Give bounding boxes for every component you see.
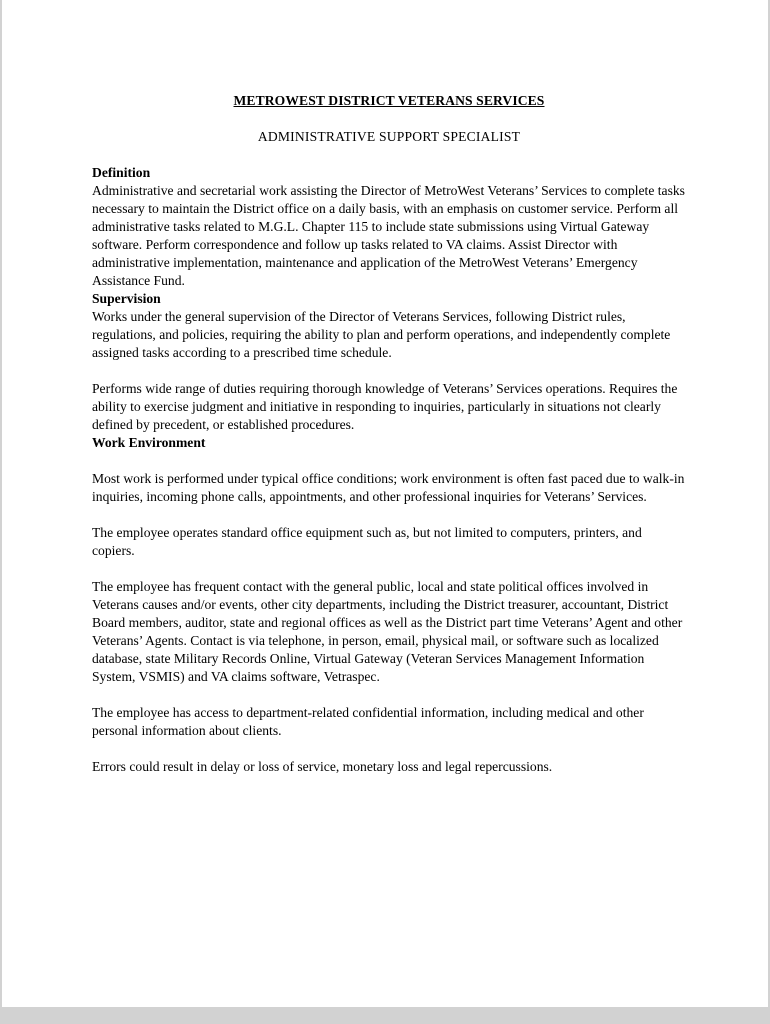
paragraph: Errors could result in delay or loss of service, monetary loss and legal repercussions. xyxy=(92,759,553,774)
document-page xyxy=(2,0,768,1007)
section-definition xyxy=(92,164,686,290)
section-heading-supervision: Supervision xyxy=(92,291,161,306)
paragraph: Most work is performed under typical office conditions; work environment is often fast paced due to walk-in inquiries, incoming phone calls, appointments, and other professional inquiries for Veterans’ Services. xyxy=(92,471,685,504)
paragraph: The employee has frequent contact with the general public, local and state political offices involved in Veterans causes and/or events, other city departments, including the District treasurer, accountant, District Board members, auditor, state and regional offices as well as the District part time Veterans’ Agent and other Veterans’ Agents. Contact is via telephone, in person, email, physical mail, or software such as localized database, state Military Records Online, Virtual Gateway (Veteran Services Management Information System, VSMIS) and VA claims software, Vetraspec. xyxy=(92,579,683,684)
paragraph: Works under the general supervision of the Director of Veterans Services, following District rules, regulations, and policies, requiring the ability to plan and perform operations, and independently complete assigned tasks according to a prescribed time schedule. xyxy=(92,309,671,360)
section-heading-definition: Definition xyxy=(92,165,151,180)
paragraph: The employee operates standard office equipment such as, but not limited to computers, printers, and copiers. xyxy=(92,525,642,558)
document-subtitle: ADMINISTRATIVE SUPPORT SPECIALIST xyxy=(257,129,521,144)
paragraph: Performs wide range of duties requiring thorough knowledge of Veterans’ Services operations. Requires the ability to exercise judgment and initiative in responding to inquiries, particularly in situations not clearly defined by precedent, or established procedures. xyxy=(92,381,678,432)
section-supervision xyxy=(92,290,686,434)
section-work-environment xyxy=(92,434,686,776)
document-title: METROWEST DISTRICT VETERANS SERVICES xyxy=(233,93,545,108)
paragraph: The employee has access to department-related confidential information, including medical and other personal information about clients. xyxy=(92,705,644,738)
paragraph: Administrative and secretarial work assisting the Director of MetroWest Veterans’ Services to complete tasks necessary to maintain the District office on a daily basis, with an emphasis on customer service. Perform all administrative tasks related to M.G.L. Chapter 115 to include state submissions using Virtual Gateway software. Perform correspondence and follow up tasks related to VA claims. Assist Director with administrative implementation, maintenance and application of the MetroWest Veterans’ Emergency Assistance Fund. xyxy=(92,183,685,288)
section-heading-work-environment: Work Environment xyxy=(92,435,206,450)
